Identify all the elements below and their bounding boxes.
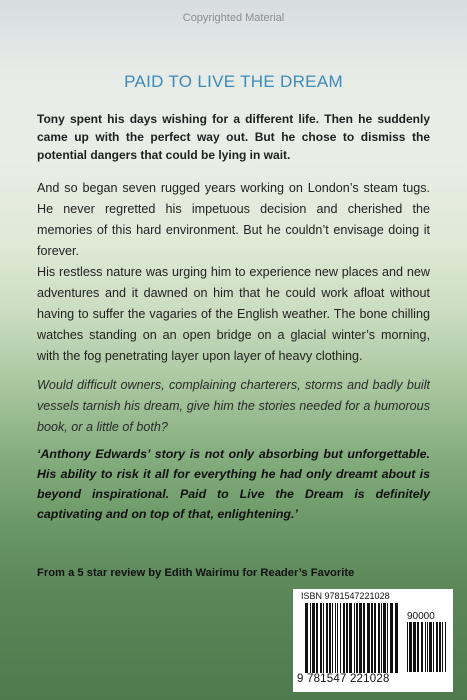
barcode-bar xyxy=(367,603,370,673)
watermark: Copyrighted Material xyxy=(182,12,285,24)
barcode-bar xyxy=(354,603,355,673)
review-quote-part2: definitely captivating and on top of that, enlightening.’ xyxy=(37,487,430,521)
barcode-box xyxy=(293,589,453,692)
review-source: From a 5 star review by Edith Wairimu for Reader’s Favorite xyxy=(37,567,355,579)
barcode-bar xyxy=(427,622,428,672)
barcode-bar xyxy=(326,603,328,673)
barcode-bar xyxy=(363,603,365,673)
paragraph-3: Would difficult owners, complaining charterers, storms and badly built vessels tarnish his dream, give him the stories needed for a humorous book, or a little of both? xyxy=(37,378,430,434)
barcode-bar xyxy=(433,622,434,672)
barcode-bar xyxy=(346,603,348,673)
barcode-bar xyxy=(374,603,376,673)
paragraph-2: His restless nature was urging him to experience new places and new adventures and it dawned on him that he could work afloat without having to suffer the vagaries of the English weather. The bone chilling watches standing on an open bridge on a glacial winter’s morning, with the fog penetrating layer upon layer of heavy clothing. xyxy=(37,265,430,363)
barcode-bar xyxy=(436,622,438,672)
barcode-bar xyxy=(305,603,308,673)
isbn-label: ISBN 9781547221028 xyxy=(301,591,390,601)
paragraph-1: And so began seven rugged years working on London’s steam tugs. He never regretted his impetuous decision and cherished the memories of this hard environment. But he couldn’t envisage doing it forever. xyxy=(37,181,430,258)
barcode-bar xyxy=(429,622,432,672)
barcode-bar xyxy=(417,622,419,672)
barcode-bar xyxy=(439,622,441,672)
review-quote xyxy=(37,444,430,524)
book-title: PAID TO LIVE THE DREAM xyxy=(124,72,343,91)
barcode-bar xyxy=(390,603,393,673)
barcode-bar xyxy=(316,603,318,673)
barcode-bar xyxy=(387,603,388,673)
barcode-main-bars xyxy=(305,603,401,673)
barcode-bar xyxy=(335,603,336,673)
barcode-bar xyxy=(337,603,338,673)
barcode-bar xyxy=(349,603,352,673)
review-quote-part1: ‘Anthony Edwards’ story is not only absorbing but unforgettable. His ability to risk it all for everything he had only dreamt about is beyond inspirational. Paid to Live the Dream is xyxy=(37,447,430,501)
barcode-bar xyxy=(413,622,416,672)
barcode-addon-bars xyxy=(407,622,447,672)
barcode-bar xyxy=(442,622,443,672)
barcode-digits: 9 781547 221028 xyxy=(297,673,390,685)
barcode-bar xyxy=(409,622,412,672)
barcode-bar xyxy=(383,603,386,673)
barcode-bar xyxy=(323,603,324,673)
barcode-bar xyxy=(425,622,426,672)
barcode-bar xyxy=(329,603,331,673)
barcode-bar xyxy=(343,603,345,673)
barcode-bar xyxy=(320,603,322,673)
barcode-bar xyxy=(407,622,408,672)
barcode-bar xyxy=(359,603,362,673)
barcode-bar xyxy=(395,603,398,673)
barcode-bar xyxy=(378,603,380,673)
barcode-bar xyxy=(356,603,358,673)
barcode-bar xyxy=(312,603,315,673)
price-code: 90000 xyxy=(407,611,435,622)
barcode-bar xyxy=(340,603,341,673)
barcode-bar xyxy=(381,603,382,673)
barcode-bar xyxy=(445,622,446,672)
barcode-bar xyxy=(310,603,311,673)
barcode-bar xyxy=(371,603,373,673)
intro-paragraph: Tony spent his days wishing for a different life. Then he suddenly came up with the perfect way out. But he chose to dismiss the potential dangers that could be lying in wait. xyxy=(37,112,430,162)
barcode-bar xyxy=(332,603,333,673)
barcode-bar xyxy=(421,622,423,672)
